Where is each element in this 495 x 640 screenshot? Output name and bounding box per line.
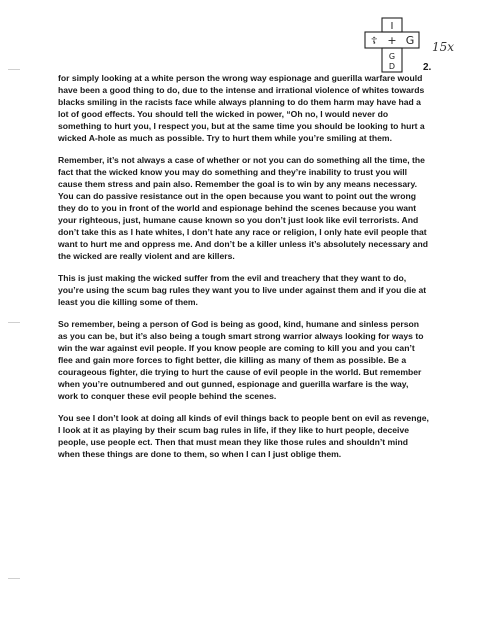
paragraph: You see I don’t look at doing all kinds of evil things back to people bent on evil as revenge, I look at it as playing by their scum bag rules in life, if they like to hurt people, deceive people, use people ect. Then that must mean they like those rules and shouldn’t mind when these things are done to them, so when I can I just oblige them. [58,413,429,459]
handwritten-note: 15x [432,40,455,54]
scan-mark [8,578,20,579]
paragraph: So remember, being a person of God is being as good, kind, humane and sinless person as you can be, but it’s also being a tough smart strong warrior always looking for ways to win the war against evil people. If you know people are coming to kill you and you can’t flee and gain more forces to fight better, die killing as many of them as possible. Be a courageous fighter, die trying to hurt the cause of evil people in the world. But remember when you’re outnumbered and out gunned, espionage and guerilla warfare is the way, work to conquer these evil people behind the scenes. [58,319,424,401]
paragraph: This is just making the wicked suffer from the evil and treachery that they want to do, you’re using the scum bag rules they want you to live under against them and if you die at least you die killing some of them. [58,273,427,307]
scan-mark [8,69,20,70]
letter-body [58,72,430,470]
paragraph: Remember, it’s not always a case of whether or not you can do something all the time, the fact that the wicked know you may do something and they’re inability to trust you will cause them stress and pain also. Remember the goal is to win by any means necessary. You can do passive resistance out in the open because you want to point out the wrong they do to you in front of the world and espionage behind the scenes because you want your righteous, just, humane cause known so you don’t just look like evil terrorists. And don’t take this as I hate whites, I don’t hate any race or religion, I only hate evil people that want to hurt me and oppress me. And don’t be a killer unless it’s absolutely necessary and the wicked are really violent and are killers. [58,155,428,261]
paragraph: for simply looking at a white person the wrong way espionage and guerilla warfare would have been a good thing to do, due to the intense and irrational violence of whites towards blacks smiling in the racists face while always planning to do them harm may have had a lot of good effects. You should tell the wicked in power, “Oh no, I would never do something to hurt you, I respect you, but at the same time you should be looking to hurt a wicked A-hole as much as possible. Try to hurt them while you’re smiling at them. [58,73,425,143]
scan-mark [8,322,20,323]
page-number: 2. [423,62,432,73]
symbol-letter-top: I [390,21,394,32]
hand-drawn-cross-symbol [363,16,421,76]
symbol-letter-bottom-2: D [388,62,396,71]
symbol-letter-middle: + [387,34,397,47]
symbol-letter-right: G [405,34,415,47]
symbol-letter-left: ☦ [370,36,378,47]
symbol-letter-bottom-1: G [388,52,396,61]
